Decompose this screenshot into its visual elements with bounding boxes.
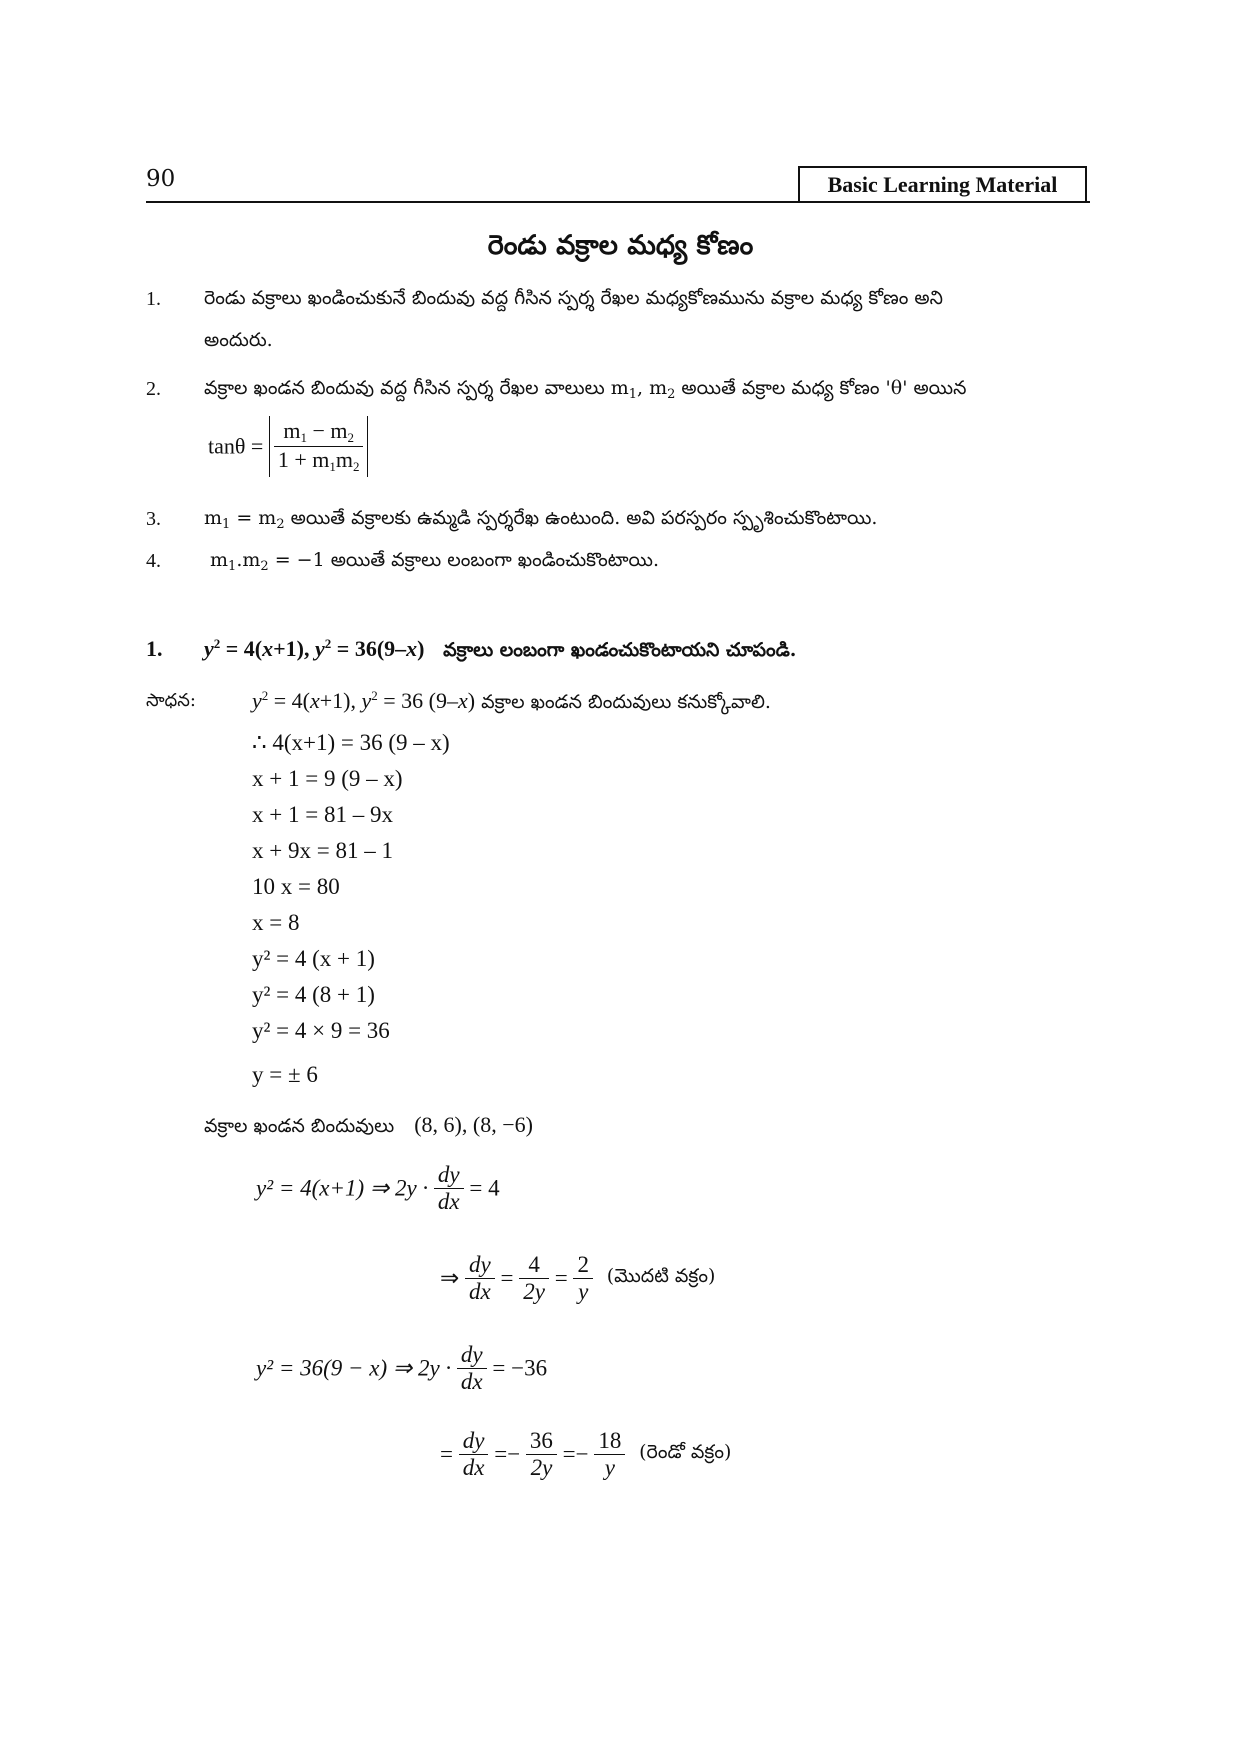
page-number: 90 [146, 166, 176, 192]
point-number: 4. [146, 550, 161, 572]
intersection-points [204, 1112, 533, 1142]
formula-fraction [274, 418, 364, 475]
solution-step: x + 1 = 81 – 9x [252, 802, 393, 827]
point-number: 2. [146, 378, 161, 400]
formula-numerator: $m_1 - m_2$ [274, 418, 364, 447]
point-text-part: అయితే వక్రాల మధ్య కోణం 'θ' అయిన [675, 377, 967, 399]
dy-dx-fraction: $\frac{dy}{dx}$ [459, 1428, 489, 1481]
absolute-value [269, 416, 369, 477]
solution-step: 10 x = 80 [252, 874, 340, 899]
subscript: 2 [667, 387, 676, 402]
point-text [204, 370, 1092, 413]
fraction: $\frac{18}{y}$ [594, 1428, 625, 1481]
subscript: 1 [628, 387, 637, 402]
derivative-eq-3: y² = 36(9 − x) ⇒ 2y · $\frac{dy}{dx}$ = −36 [256, 1342, 548, 1394]
point-number: 3. [146, 508, 161, 530]
question-text: $y^2 = 4(x+1)$, $y^2 = 36(9-x)$ వక్రాలు లంబంగా ఖండంచుకొంటాయని చూపండి. [204, 636, 797, 661]
point-text: $m_1.m_2 = -1$ అయితే వక్రాలు లంబంగా ఖండించుకొంటాయి. [210, 549, 659, 574]
point-text [204, 280, 1092, 358]
book-title-box: Basic Learning Material [798, 166, 1087, 202]
second-curve-note: (రెండో వక్రం) [639, 1441, 732, 1463]
solution-label: సాధన: [146, 690, 196, 711]
solution-step: y² = 4 (x + 1) [252, 946, 375, 971]
dy-dx-fraction: $\frac{dy}{dx}$ [434, 1162, 464, 1215]
point-text-part: , m [637, 377, 668, 399]
derivative-eq-1: y² = 4(x+1) ⇒ 2y · $\frac{dy}{dx}$ = 4 [256, 1162, 500, 1214]
solution-intro: $y^2 = 4(x+1)$, $y^2 = 36$ (9–x) వక్రాల ఖండన బిందువులు కనుక్కోవాలి. [252, 688, 771, 713]
header-rule [146, 201, 1090, 203]
intersection-points-label: వక్రాల ఖండన బిందువులు [204, 1115, 395, 1137]
intersection-points-values: (8, 6), (8, −6) [414, 1112, 533, 1137]
point-text: $m_1 = m_2$ అయితే వక్రాలకు ఉమ్మడి స్పర్శరేఖ ఉంటుంది. అవి పరస్పరం స్పృశించుకొంటాయి. [204, 507, 878, 532]
formula-denominator: $1 + m_1m_2$ [277, 447, 360, 474]
fraction: $\frac{4}{2y}$ [519, 1252, 549, 1305]
first-curve-note: (మొదటి వక్రం) [606, 1265, 716, 1287]
derivative-eq-2: ⇒ $\frac{dy}{dx}$ = $\frac{4}{2y}$ = $\frac{2}{y}$ (మొదటి వక్రం) [440, 1252, 716, 1304]
question-statement: వక్రాలు లంబంగా ఖండంచుకొంటాయని చూపండి. [443, 639, 797, 661]
section-title: రెండు వక్రాల మధ్య కోణం [487, 230, 754, 261]
fraction: $\frac{2}{y}$ [573, 1252, 593, 1305]
solution-step: y² = 4 × 9 = 36 [252, 1018, 390, 1043]
point-text-line: అందురు. [204, 329, 273, 351]
point-text-line: రెండు వక్రాలు ఖండించుకునే బిందువు వద్ద గీసిన స్పర్శ రేఖల మధ్యకోణమును వక్రాల మధ్య కోణం అని [204, 287, 943, 309]
solution-step: x = 8 [252, 910, 300, 935]
fraction: $\frac{36}{2y}$ [526, 1428, 557, 1481]
point-number: 1. [146, 288, 161, 310]
dy-dx-fraction: $\frac{dy}{dx}$ [465, 1252, 495, 1305]
solution-step: x + 1 = 9 (9 – x) [252, 766, 403, 791]
dy-dx-fraction: $\frac{dy}{dx}$ [457, 1342, 487, 1395]
solution-step: ∴ 4(x+1) = 36 (9 – x) [252, 730, 450, 755]
formula-lhs: tanθ = [208, 433, 264, 459]
derivative-eq-4: = $\frac{dy}{dx}$ =− $\frac{36}{2y}$ =− $\frac{18}{y}$ (రెండో వక్రం) [440, 1428, 732, 1480]
solution-step: y = ± 6 [252, 1062, 318, 1087]
question-number: 1. [146, 636, 163, 661]
solution-step: x + 9x = 81 – 1 [252, 838, 393, 863]
solution-step: y² = 4 (8 + 1) [252, 982, 375, 1007]
point-text-part: వక్రాల ఖండన బిందువు వద్ద గీసిన స్పర్శ రేఖల వాలులు m [204, 377, 629, 399]
angle-formula [208, 416, 368, 477]
